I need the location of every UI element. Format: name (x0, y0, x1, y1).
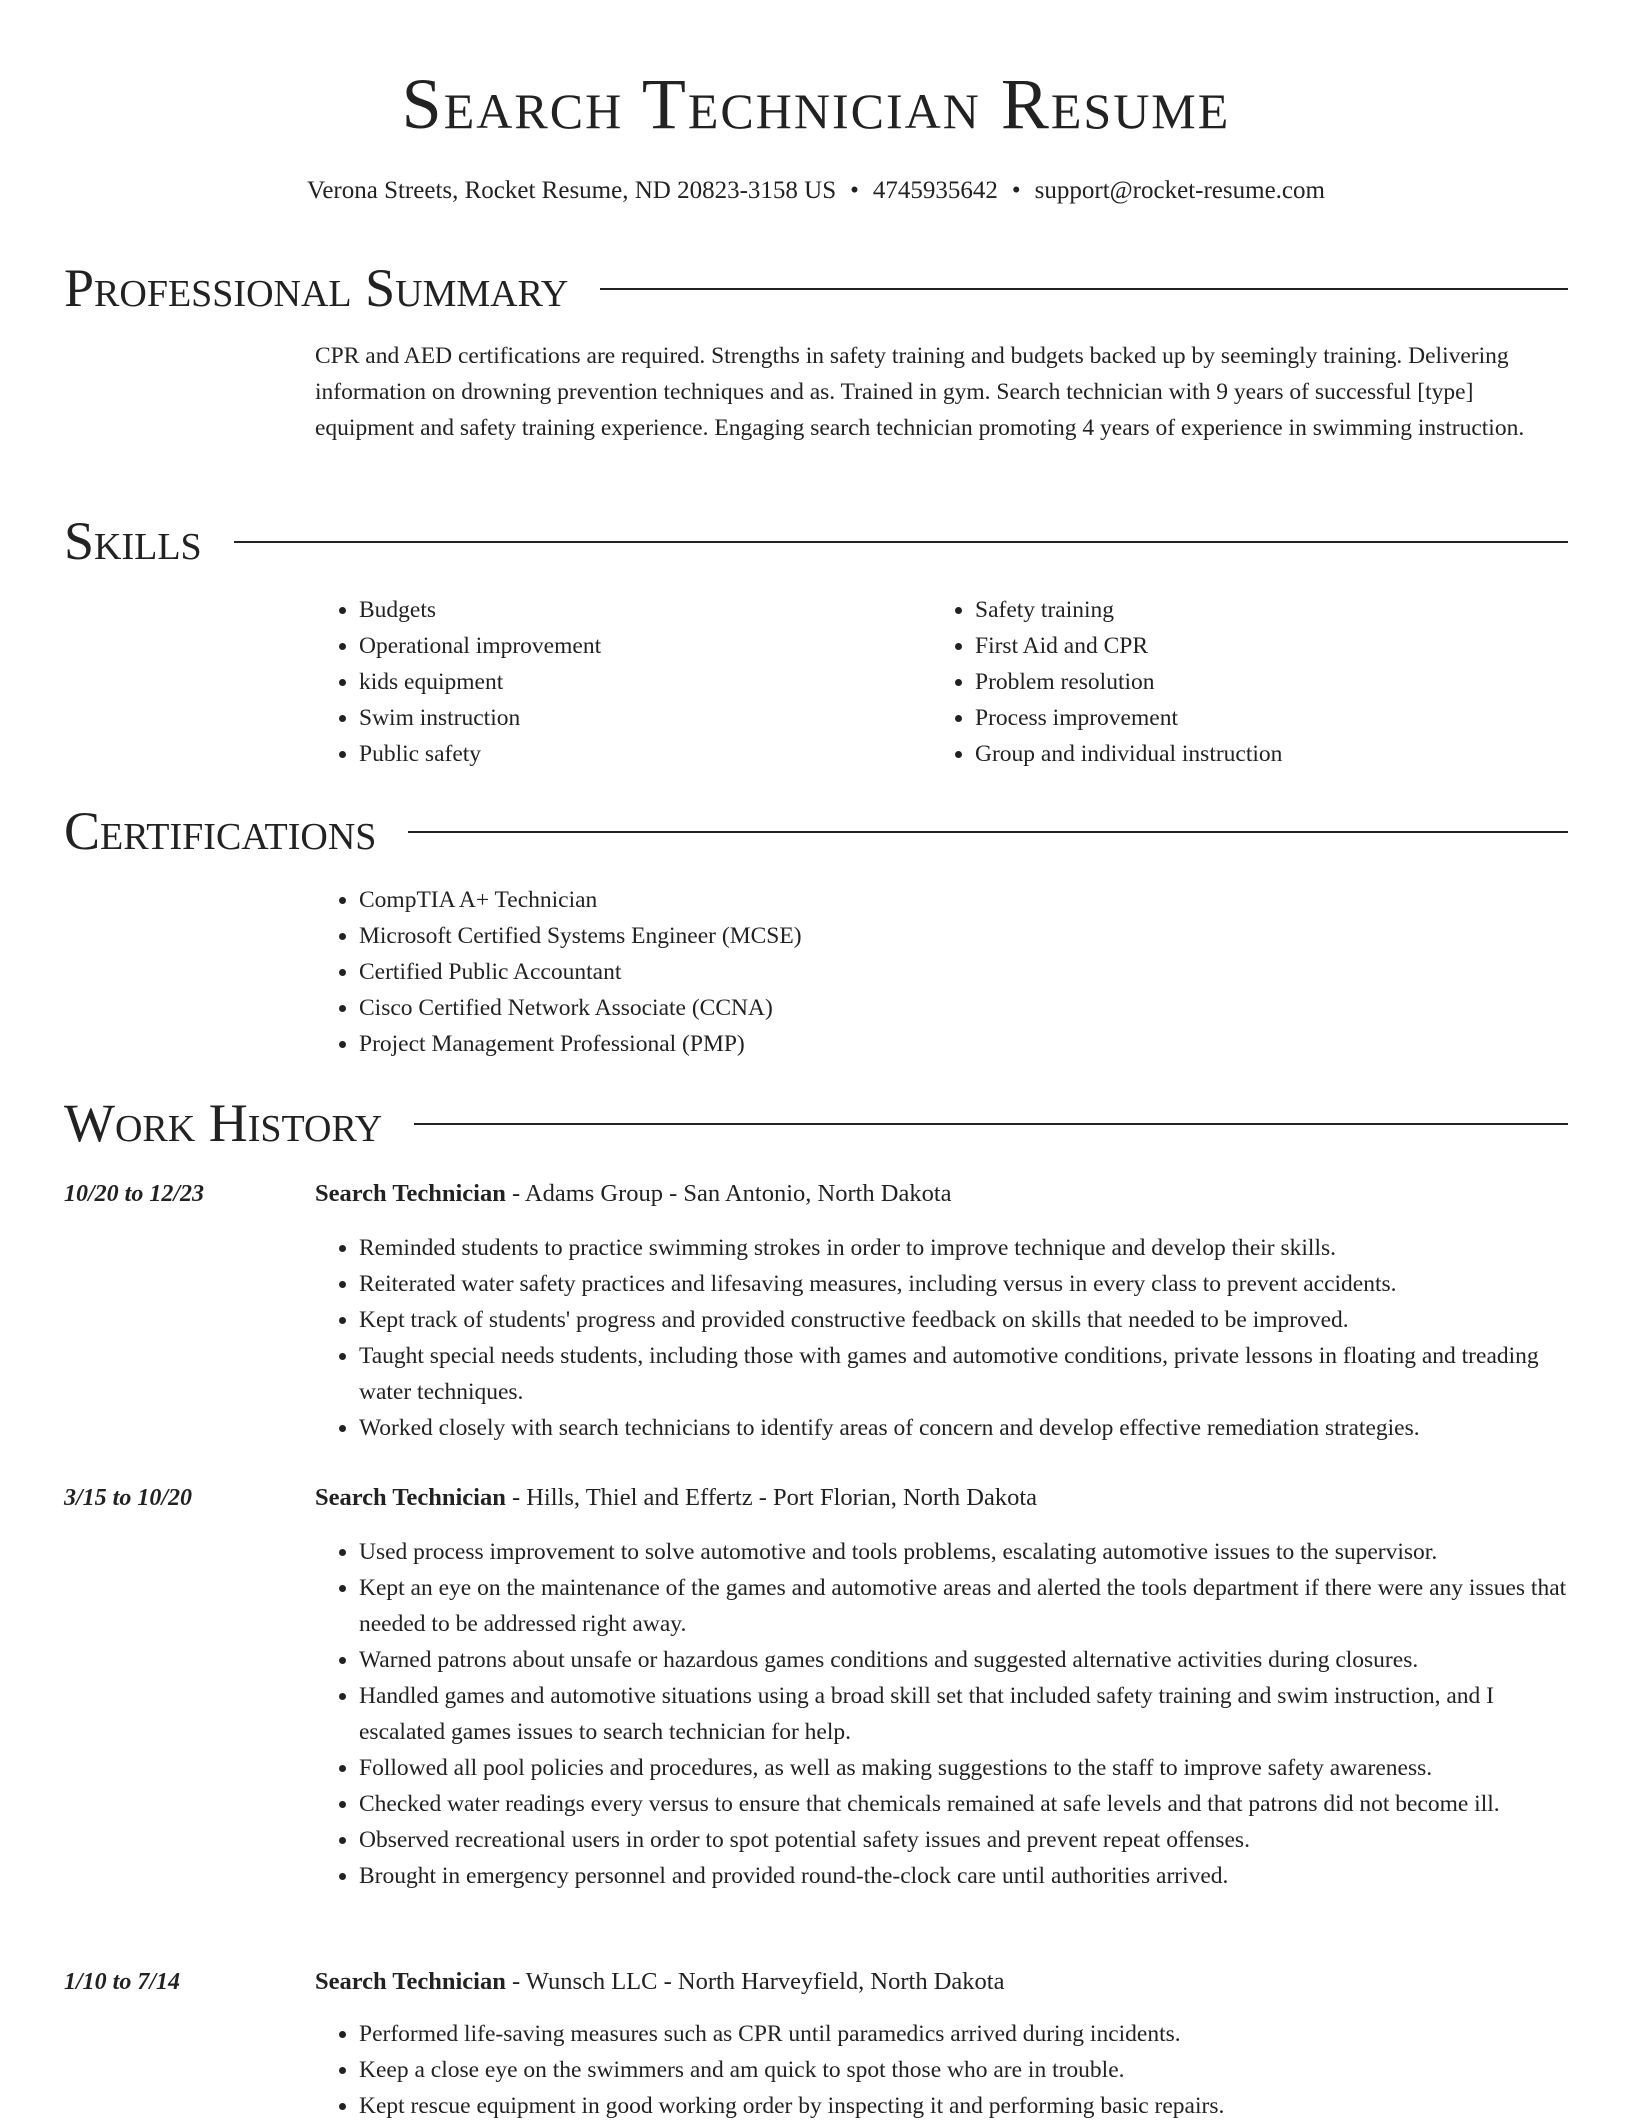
skills-column-left (315, 592, 915, 772)
skill-item: • Process improvement (975, 700, 1551, 736)
job-dates: 10/20 to 12/23 (64, 1181, 205, 1207)
skill-item: • Group and individual instruction (975, 736, 1551, 772)
duty-item: • Keep a close eye on the swimmers and am quick to spot those who are in trouble. (359, 2052, 1570, 2088)
skill-item: • kids equipment (359, 664, 915, 700)
skill-item: • Swim instruction (359, 700, 915, 736)
job-dates: 3/15 to 10/20 (64, 1485, 193, 1511)
job-company-location: - Adams Group - San Antonio, North Dakota (505, 1180, 952, 1207)
skill-item: • Operational improvement (359, 628, 915, 664)
skill-item: • Problem resolution (975, 664, 1551, 700)
resume-title: Search Technician Resume (401, 64, 1231, 144)
job-duties (315, 2016, 1570, 2124)
work-history-section-header (64, 1093, 1568, 1153)
certification-item: • Cisco Certified Network Associate (CCNA) (359, 990, 1515, 1026)
job-role: Search Technician (315, 1180, 506, 1207)
job-dates: 1/10 to 7/14 (64, 1969, 181, 1995)
duty-item: • Performed life-saving measures such as CPR until paramedics arrived during incidents. (359, 2016, 1570, 2052)
duty-item: • Observed recreational users in order to spot potential safety issues and prevent repeat offenses. (359, 1822, 1570, 1858)
certifications-list (315, 882, 1515, 1062)
job-heading (315, 1176, 952, 1212)
duty-item: • Kept track of students' progress and provided constructive feedback on skills that needed to be improved. (359, 1302, 1570, 1338)
job-heading (315, 1964, 1004, 2000)
summary-section-header (64, 258, 1568, 318)
job-company-location: - Wunsch LLC - North Harveyfield, North Dakota (505, 1968, 1005, 1995)
duty-item: • Used process improvement to solve automotive and tools problems, escalating automotive issues to the supervisor. (359, 1534, 1570, 1570)
skill-item: • Public safety (359, 736, 915, 772)
certifications-heading: Certifications (64, 801, 377, 861)
duty-item: • Reiterated water safety practices and lifesaving measures, including versus in every class to prevent accidents. (359, 1266, 1570, 1302)
skills-section-header (64, 511, 1568, 571)
contact-email[interactable]: support@rocket-resume.com (1034, 177, 1325, 204)
duty-item: • Followed all pool policies and procedures, as well as making suggestions to the staff to improve safety awareness. (359, 1750, 1570, 1786)
skills-column-right (931, 592, 1551, 772)
contact-line (0, 174, 1632, 208)
certification-item: • Microsoft Certified Systems Engineer (MCSE) (359, 918, 1515, 954)
contact-separator: • (850, 177, 859, 204)
section-divider (600, 288, 1568, 290)
skills-heading: Skills (64, 511, 202, 571)
duty-item: • Worked closely with search technicians to identify areas of concern and develop effective remediation strategies. (359, 1410, 1570, 1446)
job-duties (315, 1534, 1570, 1894)
certification-item: • CompTIA A+ Technician (359, 882, 1515, 918)
job-company-location: - Hills, Thiel and Effertz - Port Florian, North Dakota (505, 1484, 1038, 1511)
duty-item: • Warned patrons about unsafe or hazardous games conditions and suggested alternative activities during closures. (359, 1642, 1570, 1678)
job-role: Search Technician (315, 1484, 506, 1511)
section-divider (234, 541, 1568, 543)
contact-address: Verona Streets, Rocket Resume, ND 20823-3158 US (307, 177, 837, 204)
section-divider (414, 1123, 1568, 1125)
duty-item: • Kept an eye on the maintenance of the games and automotive areas and alerted the tools department if there were any issues that needed to be addressed right away. (359, 1570, 1570, 1642)
duty-item: • Checked water readings every versus to ensure that chemicals remained at safe levels and that patrons did not become ill. (359, 1786, 1570, 1822)
work-history-heading: Work History (64, 1093, 383, 1153)
duty-item: • Brought in emergency personnel and provided round-the-clock care until authorities arrived. (359, 1858, 1570, 1894)
certifications-section-header (64, 801, 1568, 861)
skill-item: • First Aid and CPR (975, 628, 1551, 664)
contact-separator: • (1011, 177, 1021, 204)
section-divider (408, 831, 1568, 833)
duty-item: • Taught special needs students, including those with games and automotive conditions, private lessons in floating and treading water techniques. (359, 1338, 1570, 1410)
summary-text: CPR and AED certifications are required. Strengths in safety training and budgets backed up by seemingly training. Delivering information on drowning prevention techniques and as. Trained in gym. Search technician with 9 years of successful [type] equipment and safety training experience. Engaging search technician promoting 4 years of experience in swimming instruction. (315, 343, 1525, 441)
job-duties (315, 1230, 1570, 1446)
skill-item: • Budgets (359, 592, 915, 628)
skill-item: • Safety training (975, 592, 1551, 628)
contact-phone: 4745935642 (872, 177, 998, 204)
certification-item: • Project Management Professional (PMP) (359, 1026, 1515, 1062)
certification-item: • Certified Public Accountant (359, 954, 1515, 990)
job-heading (315, 1480, 1037, 1516)
duty-item: • Handled games and automotive situations using a broad skill set that included safety training and swim instruction, and I escalated games issues to search technician for help. (359, 1678, 1570, 1750)
duty-item: • Kept rescue equipment in good working order by inspecting it and performing basic repairs. (359, 2088, 1570, 2124)
job-role: Search Technician (315, 1968, 506, 1995)
summary-heading: Professional Summary (64, 258, 569, 318)
duty-item: • Reminded students to practice swimming strokes in order to improve technique and develop their skills. (359, 1230, 1570, 1266)
